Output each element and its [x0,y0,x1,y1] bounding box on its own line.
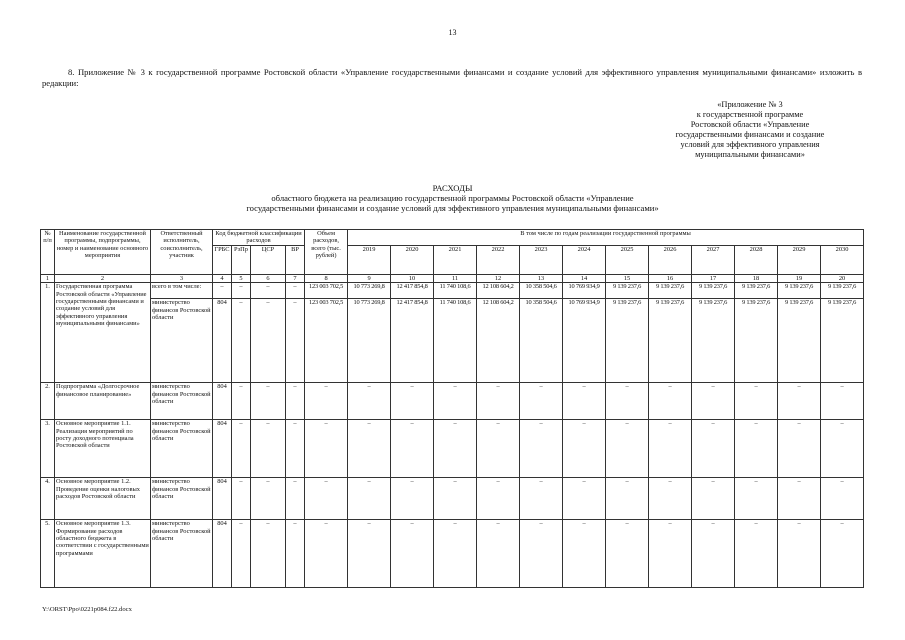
row-year-value: – [563,420,606,478]
column-number: 12 [477,274,520,282]
table-row [41,420,864,478]
row-year-value: – [821,383,864,420]
row-year-value: – [477,420,520,478]
header-csr: ЦСР [251,245,286,274]
table-row [41,299,864,383]
row-year-value: – [735,520,778,588]
row-number: 3. [41,420,55,478]
row-grbs: 804 [213,299,232,383]
row-year-value: – [434,520,477,588]
table-row [41,383,864,420]
row-year-value: – [606,520,649,588]
row-year-value: – [563,383,606,420]
row-year-value: 9 139 237,6 [735,299,778,383]
row-year-value: – [391,420,434,478]
column-numbers-row [41,274,864,282]
header-year: 2024 [563,245,606,274]
header-grbs: ГРБС [213,245,232,274]
row-year-value: – [434,420,477,478]
row-vr: – [286,299,305,383]
row-vr: – [286,420,305,478]
row-csr: – [251,420,286,478]
row-year-value: 12 108 604,2 [477,299,520,383]
row-total: – [305,420,348,478]
row-year-value: 9 139 237,6 [821,299,864,383]
header-name: Наименование государственной программы, подпрограммы, номер и наименование основного мероприятия [55,230,151,275]
row-year-value: – [563,478,606,520]
table-row [41,520,864,588]
column-number: 5 [232,274,251,282]
row-year-value: – [606,420,649,478]
appendix-line: «Приложение № 3 [717,100,783,109]
row-vr: – [286,520,305,588]
row-year-value: – [434,478,477,520]
intro-paragraph [42,67,862,89]
column-number: 3 [151,274,213,282]
row-year-value: – [649,520,692,588]
row-grbs: 804 [213,420,232,478]
row-year-value: – [391,478,434,520]
row-year-value: – [520,420,563,478]
row-responsible: всего в том числе: [151,283,213,299]
column-number: 6 [251,274,286,282]
row-number: 2. [41,383,55,420]
column-number: 1 [41,274,55,282]
row-year-value: 10 769 934,9 [563,283,606,299]
row-year-value: – [778,383,821,420]
header-year: 2023 [520,245,563,274]
row-year-value: 9 139 237,6 [692,283,735,299]
row-total: 123 003 702,5 [305,299,348,383]
column-number: 2 [55,274,151,282]
row-year-value: 10 358 504,6 [520,299,563,383]
expenses-table-container [40,229,863,588]
header-year: 2025 [606,245,649,274]
document-title [0,183,905,213]
row-csr: – [251,283,286,299]
header-codes: Код бюджетной классификации расходов [213,230,305,246]
row-grbs: 804 [213,478,232,520]
row-total: 123 003 702,5 [305,283,348,299]
row-year-value: – [778,520,821,588]
row-year-value: – [735,420,778,478]
row-year-value: 9 139 237,6 [821,283,864,299]
row-total: – [305,478,348,520]
row-year-value: 10 358 504,6 [520,283,563,299]
row-csr: – [251,478,286,520]
row-year-value: 9 139 237,6 [778,283,821,299]
header-rzpr: РзПр [232,245,251,274]
row-year-value: – [348,420,391,478]
row-responsible: министерство финансов Ростовской области [151,420,213,478]
row-year-value: 9 139 237,6 [735,283,778,299]
column-number: 7 [286,274,305,282]
row-number: 1. [41,283,55,383]
header-year: 2030 [821,245,864,274]
row-year-value: 9 139 237,6 [649,283,692,299]
column-number: 13 [520,274,563,282]
header-year: 2028 [735,245,778,274]
footer-file-path: Y:\ORST\Ppo\0221p084.f22.docx [42,606,132,613]
title-heading: РАСХОДЫ [432,183,473,193]
row-year-value: – [778,478,821,520]
header-years-group: В том числе по годам реализации государственной программы [348,230,864,246]
row-year-value: – [477,520,520,588]
row-year-value: – [520,520,563,588]
title-line: областного бюджета на реализацию государственной программы Ростовской области «Управление [271,193,634,203]
row-year-value: 12 417 854,8 [391,299,434,383]
table-row [41,283,864,299]
row-year-value: 10 769 934,9 [563,299,606,383]
row-year-value: – [692,383,735,420]
row-responsible: министерство финансов Ростовской области [151,478,213,520]
header-year: 2019 [348,245,391,274]
row-number: 5. [41,520,55,588]
row-year-value: – [348,478,391,520]
row-vr: – [286,478,305,520]
row-year-value: 12 108 604,2 [477,283,520,299]
row-year-value: – [434,383,477,420]
row-year-value: – [348,520,391,588]
row-responsible: министерство финансов Ростовской области [151,299,213,383]
row-rzpr: – [232,299,251,383]
row-year-value: – [649,420,692,478]
row-year-value: – [649,383,692,420]
column-number: 4 [213,274,232,282]
row-year-value: – [606,478,649,520]
row-rzpr: – [232,478,251,520]
row-number: 4. [41,478,55,520]
column-number: 10 [391,274,434,282]
intro-text: 8. Приложение № 3 к государственной программе Ростовской области «Управление государственными финансами и создание условий для эффективного управления муниципальными финансами» изложить в редакции: [42,67,862,88]
row-year-value: 11 740 108,6 [434,299,477,383]
header-year: 2027 [692,245,735,274]
row-csr: – [251,299,286,383]
header-year: 2029 [778,245,821,274]
row-year-value: – [821,420,864,478]
row-year-value: – [391,383,434,420]
row-year-value: 9 139 237,6 [692,299,735,383]
row-year-value: – [692,520,735,588]
column-number: 17 [692,274,735,282]
row-responsible: министерство финансов Ростовской области [151,520,213,588]
appendix-header [600,100,900,160]
row-grbs: – [213,283,232,299]
appendix-line: муниципальными финансами» [695,150,805,159]
row-vr: – [286,283,305,299]
row-rzpr: – [232,420,251,478]
row-name: Основное мероприятие 1.1. Реализация мероприятий по росту доходного потенциала Ростовской области [55,420,151,478]
row-year-value: – [477,383,520,420]
appendix-line: Ростовской области «Управление [690,120,810,129]
row-total: – [305,520,348,588]
row-year-value: – [649,478,692,520]
row-name: Государственная программа Ростовской области «Управление государственными финансами и создание условий для эффективного управления муниципальными финансами» [55,283,151,383]
row-rzpr: – [232,520,251,588]
column-number: 11 [434,274,477,282]
row-total: – [305,383,348,420]
row-year-value: – [348,383,391,420]
table-row [41,478,864,520]
row-grbs: 804 [213,520,232,588]
column-number: 14 [563,274,606,282]
row-name: Подпрограмма «Долгосрочное финансовое планирование» [55,383,151,420]
row-year-value: – [520,383,563,420]
column-number: 16 [649,274,692,282]
row-responsible: министерство финансов Ростовской области [151,383,213,420]
row-year-value: – [821,478,864,520]
appendix-line: условий для эффективного управления [680,140,820,149]
row-year-value: 9 139 237,6 [649,299,692,383]
row-year-value: – [778,420,821,478]
row-name: Основное мероприятие 1.3. Формирование расходов областного бюджета в соответствии с государственными программами [55,520,151,588]
row-vr: – [286,383,305,420]
appendix-line: к государственной программе [696,110,804,119]
header-responsible: Ответственный исполнитель, соисполнитель, участник [151,230,213,275]
column-number: 20 [821,274,864,282]
title-line: государственными финансами и создание условий для эффективного управления муниципальными финансами» [246,203,659,213]
row-year-value: 10 773 269,8 [348,299,391,383]
row-year-value: – [692,420,735,478]
row-year-value: 9 139 237,6 [606,283,649,299]
row-csr: – [251,520,286,588]
row-grbs: 804 [213,383,232,420]
column-number: 15 [606,274,649,282]
header-year: 2022 [477,245,520,274]
header-volume: Объем расходов, всего (тыс. рублей) [305,230,348,275]
column-number: 19 [778,274,821,282]
row-year-value: – [735,383,778,420]
column-number: 18 [735,274,778,282]
row-year-value: – [821,520,864,588]
header-year: 2026 [649,245,692,274]
page-number: 13 [448,28,457,37]
row-year-value: – [606,383,649,420]
row-rzpr: – [232,283,251,299]
row-year-value: 11 740 108,6 [434,283,477,299]
row-year-value: 9 139 237,6 [778,299,821,383]
row-year-value: 10 773 269,8 [348,283,391,299]
header-year: 2021 [434,245,477,274]
row-year-value: – [563,520,606,588]
header-num: № п/п [41,230,55,275]
row-rzpr: – [232,383,251,420]
row-year-value: 9 139 237,6 [606,299,649,383]
header-vr: ВР [286,245,305,274]
column-number: 9 [348,274,391,282]
row-year-value: – [520,478,563,520]
appendix-line: государственными финансами и создание [675,130,825,139]
expenses-table [40,229,864,588]
row-year-value: 12 417 854,8 [391,283,434,299]
row-year-value: – [391,520,434,588]
row-csr: – [251,383,286,420]
row-year-value: – [692,478,735,520]
row-year-value: – [735,478,778,520]
column-number: 8 [305,274,348,282]
row-name: Основное мероприятие 1.2. Проведение оценки налоговых расходов Ростовской области [55,478,151,520]
header-year: 2020 [391,245,434,274]
row-year-value: – [477,478,520,520]
